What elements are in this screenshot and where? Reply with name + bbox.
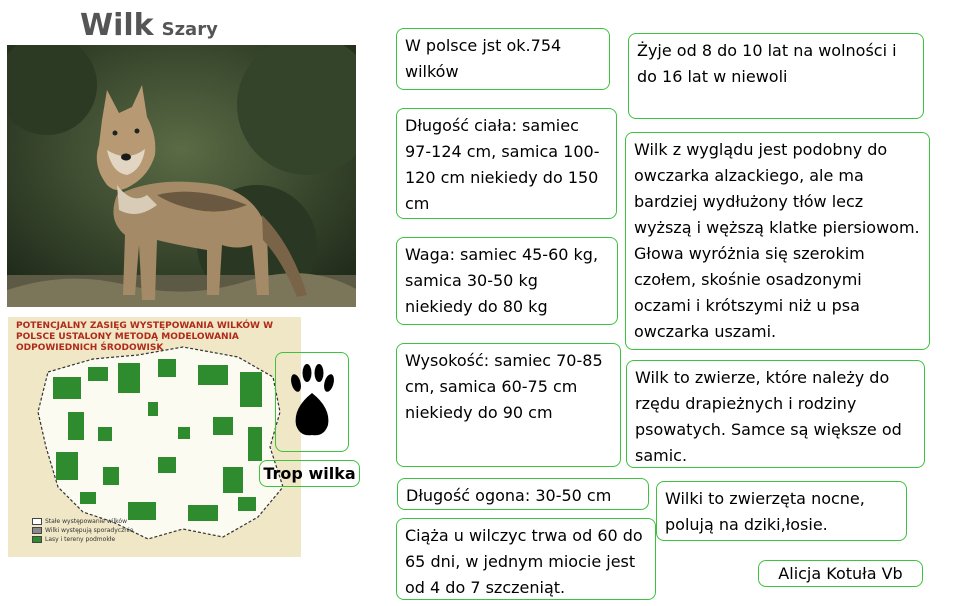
fact-nocturnal: Wilki to zwierzęta nocne, polują na dziki,łosie. (656, 481, 907, 541)
fact-height: Wysokość: samiec 70-85 cm, samica 60-75 cm niekiedy do 90 cm (396, 343, 621, 467)
legend-swatch (32, 536, 42, 543)
map-heading: POTENCJALNY ZASIĘG WYSTĘPOWANIA WILKÓW W POLSCE USTALONY METODĄ MODELOWANIA ODPOWIEDNICH ŚRODOWISK (16, 321, 274, 353)
paw-print-icon (276, 353, 347, 450)
fact-weight: Waga: samiec 45-60 kg, samica 30-50 kg niekiedy do 80 kg (396, 237, 618, 325)
legend-label: Wilki występują sporadycznie (45, 527, 134, 534)
fact-pregnancy: Ciąża u wilczyc trwa od 60 do 65 dni, w jednym miocie jest od 4 do 7 szczeniąt. (396, 518, 656, 600)
fact-appearance: Wilk z wyglądu jest podobny do owczarka alzackiego, ale ma bardziej wydłużony tłów lecz wyższą i węższą klatke piersiowom. Głowa wyróżnia się szerokim czołem, skośnie osadzonymi oczami i krótszymi niż u psa owczarka uszami. (625, 132, 930, 350)
fact-population: W polsce jst ok.754 wilków (396, 28, 610, 90)
title-sub: Szary (161, 19, 218, 40)
legend-item (32, 526, 133, 535)
title-main: Wilk (80, 8, 154, 43)
wolf-photo (7, 45, 356, 307)
page-title (80, 8, 218, 43)
paw-print-box (275, 352, 349, 452)
author-label: Alicja Kotuła Vb (758, 560, 923, 587)
legend-label: Lasy i tereny podmokłe (45, 536, 116, 543)
fact-taxonomy: Wilk to zwierze, które należy do rzędu drapieżnych i rodziny psowatych. Samce są większe od samic. (626, 360, 925, 468)
legend-swatch (32, 518, 42, 525)
legend-swatch (32, 527, 42, 534)
wolf-range-map (8, 317, 301, 557)
map-legend (32, 517, 133, 544)
legend-item (32, 517, 133, 526)
fact-tail: Długość ogona: 30-50 cm (397, 478, 649, 510)
fact-body-length: Długość ciała: samiec 97-124 cm, samica 100-120 cm niekiedy do 150 cm (396, 108, 617, 219)
legend-item (32, 535, 133, 544)
legend-label: Stałe występowanie wilków (45, 518, 127, 525)
track-label: Trop wilka (259, 460, 360, 487)
fact-lifespan: Żyje od 8 do 10 lat na wolności i do 16 lat w niewoli (628, 33, 924, 119)
